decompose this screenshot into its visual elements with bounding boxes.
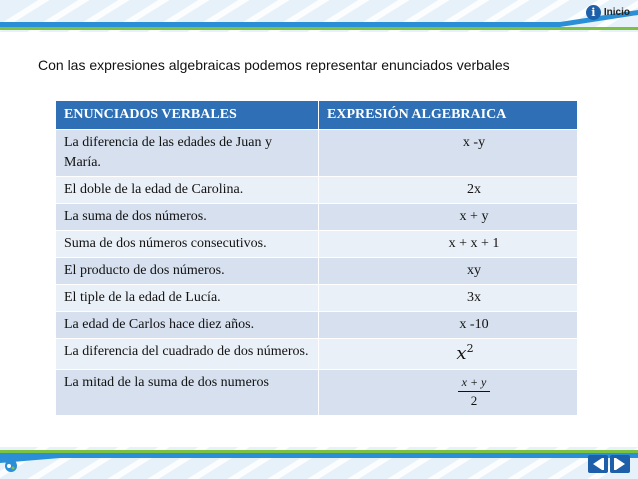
table-row xyxy=(56,231,578,258)
table-row xyxy=(56,339,578,370)
table-row xyxy=(56,285,578,312)
table-row xyxy=(56,130,578,177)
table-row xyxy=(56,204,578,231)
fraction-numerator: x + y xyxy=(458,373,491,392)
table-row xyxy=(56,177,578,204)
statement-cell: Suma de dos números consecutivos. xyxy=(56,231,319,258)
statement-cell: El producto de dos números. xyxy=(56,258,319,285)
info-icon: i xyxy=(586,5,601,20)
table-row xyxy=(56,370,578,416)
expression-x-squared xyxy=(456,342,474,364)
expression-cell: x -y xyxy=(319,130,578,177)
statement-cell: El tiple de la edad de Lucía. xyxy=(56,285,319,312)
expression-cell: x + y xyxy=(319,204,578,231)
table-row xyxy=(56,312,578,339)
fraction-denominator: 2 xyxy=(470,393,478,408)
expressions-table xyxy=(55,100,578,416)
arrow-right-icon[interactable] xyxy=(610,455,630,473)
expression-base: x xyxy=(456,343,467,364)
header-expression: EXPRESIÓN ALGEBRAICA xyxy=(319,101,578,130)
statement-cell: La diferencia de las edades de Juan y María. xyxy=(56,130,319,177)
table-header-row xyxy=(56,101,578,130)
top-decorative-band xyxy=(0,0,638,32)
expression-cell: x -10 xyxy=(319,312,578,339)
statement-cell: La edad de Carlos hace diez años. xyxy=(56,312,319,339)
expression-cell: x + x + 1 xyxy=(319,231,578,258)
droplet-logo-icon xyxy=(3,453,19,473)
table-row xyxy=(56,258,578,285)
expression-cell: 2x xyxy=(319,177,578,204)
arrow-left-icon[interactable] xyxy=(588,455,608,473)
statement-cell: El doble de la edad de Carolina. xyxy=(56,177,319,204)
slide-navigation xyxy=(588,455,630,473)
expression-cell xyxy=(319,339,578,370)
inicio-label: Inicio xyxy=(603,6,630,18)
expression-cell xyxy=(319,370,578,416)
statement-cell: La suma de dos números. xyxy=(56,204,319,231)
statement-cell: La diferencia del cuadrado de dos números. xyxy=(56,339,319,370)
header-statements: ENUNCIADOS VERBALES xyxy=(56,101,319,130)
expression-cell: xy xyxy=(319,258,578,285)
expression-cell: 3x xyxy=(319,285,578,312)
expression-exponent: 2 xyxy=(466,342,474,355)
inicio-button[interactable] xyxy=(586,3,630,21)
bottom-decorative-band xyxy=(0,447,638,479)
expression-fraction xyxy=(458,373,491,410)
page-subtitle: Con las expresiones algebraicas podemos representar enunciados verbales xyxy=(38,57,510,73)
statement-cell: La mitad de la suma de dos numeros xyxy=(56,370,319,416)
